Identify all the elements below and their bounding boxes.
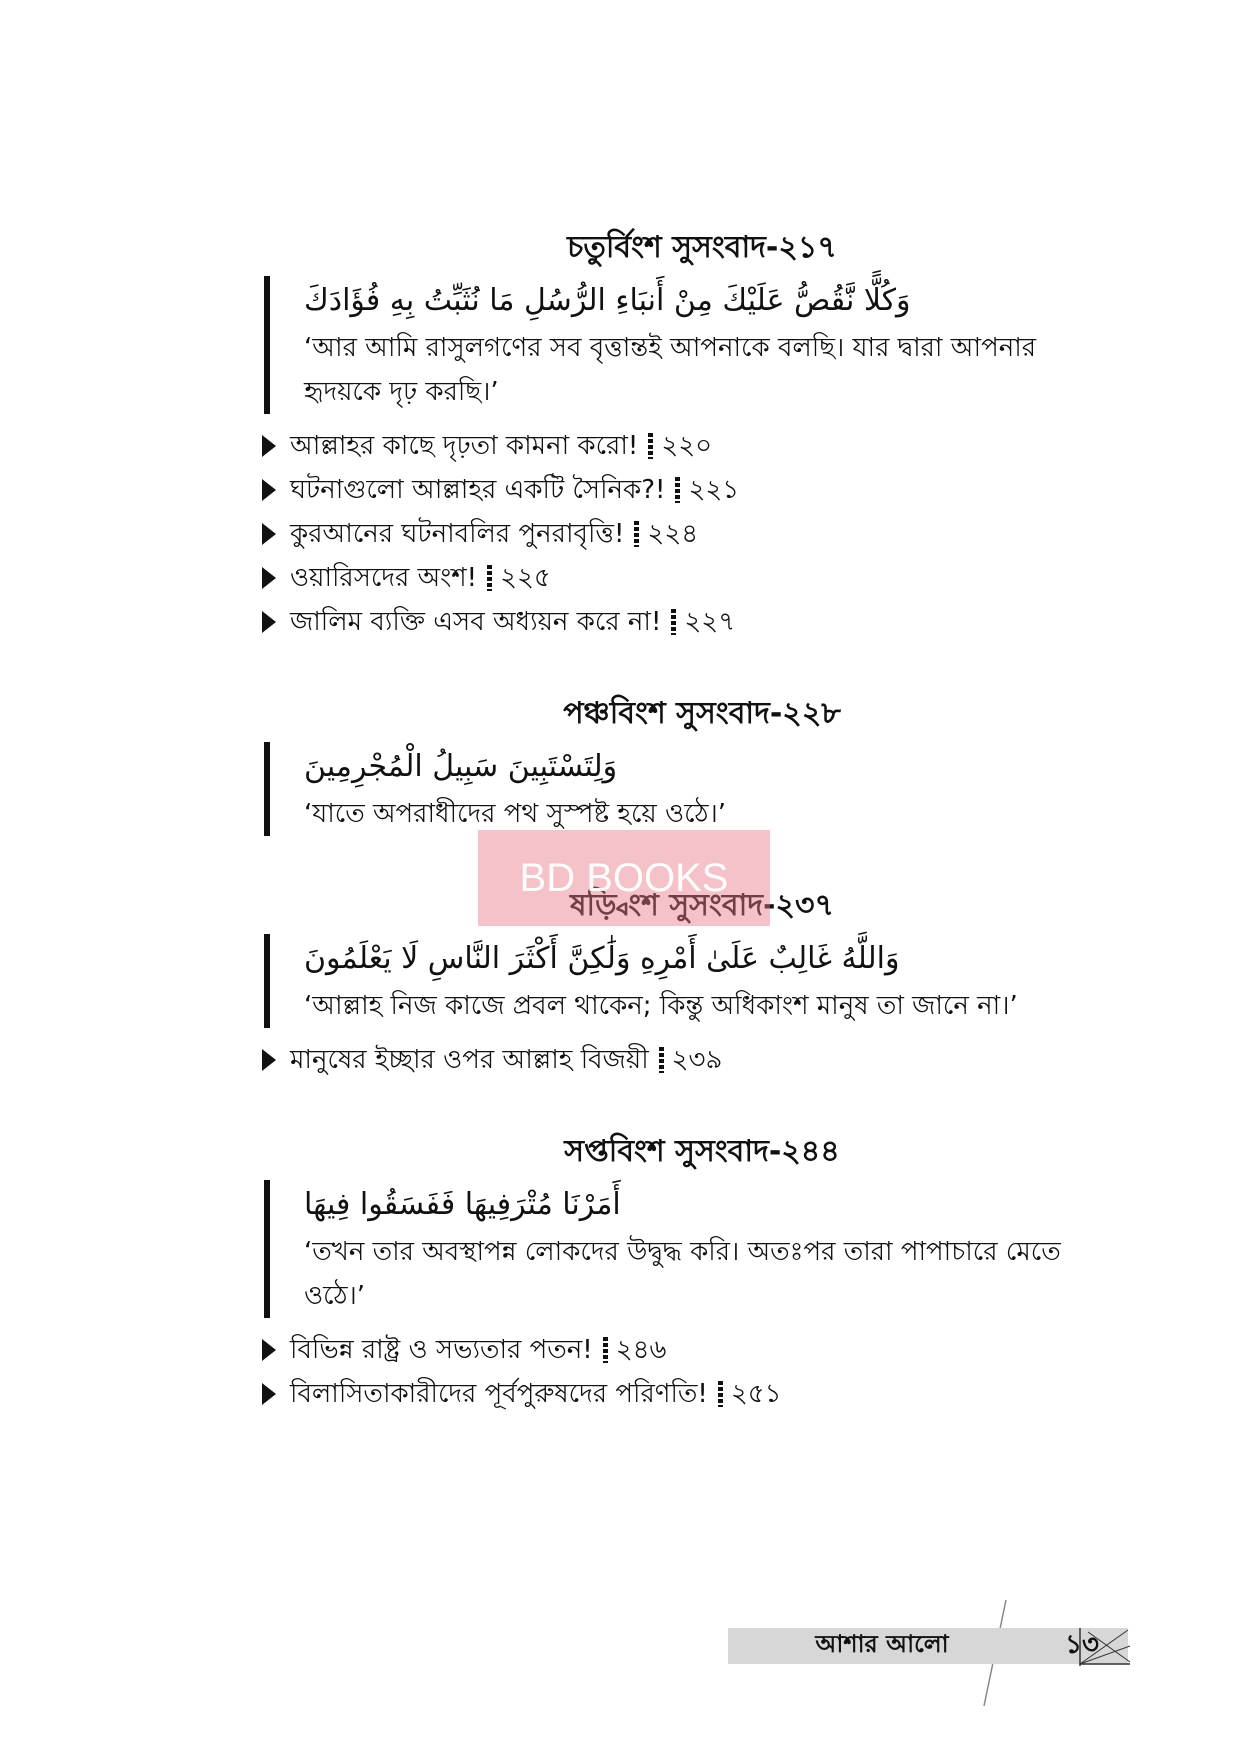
- section-heading: ষড়্বিংশ সুসংবাদ-২৩৭: [569, 888, 835, 923]
- toc-item-page: ২৪৬: [615, 1335, 667, 1365]
- quote-block: [264, 742, 1102, 836]
- toc-item-page: ২২১: [688, 475, 740, 505]
- dotted-separator-icon: [659, 1047, 664, 1073]
- arabic-verse: أَمَرْنَا مُتْرَفِيهَا فَفَسَقُوا فِيهَا: [304, 1187, 621, 1222]
- toc-item[interactable]: [262, 1328, 1102, 1372]
- dotted-separator-icon: [487, 565, 492, 591]
- triangle-bullet-icon: [262, 1383, 276, 1405]
- dotted-separator-icon: [675, 477, 680, 503]
- triangle-bullet-icon: [262, 523, 276, 545]
- toc-item[interactable]: [262, 1038, 1102, 1082]
- toc-item[interactable]: [262, 512, 1102, 556]
- section-heading: সপ্তবিংশ সুসংবাদ-২৪৪: [564, 1134, 840, 1169]
- toc-item[interactable]: [262, 1372, 1102, 1416]
- quote-block: [264, 276, 1102, 414]
- toc-item-page: ২৫১: [730, 1379, 782, 1409]
- toc-item[interactable]: [262, 468, 1102, 512]
- section-25: [262, 694, 1102, 836]
- quote-block: [264, 1180, 1102, 1318]
- book-title: আশার আলো: [815, 1630, 949, 1658]
- toc-item-title: বিলাসিতাকারীদের পূর্বপুরুষদের পরিণতি!: [290, 1379, 708, 1409]
- toc-list: [262, 424, 1102, 644]
- dotted-separator-icon: [648, 433, 653, 459]
- toc-item-page: ২২৭: [684, 607, 736, 637]
- toc-item-title: কুরআনের ঘটনাবলির পুনরাবৃত্তি!: [290, 519, 625, 549]
- verse-translation: ‘আল্লাহ নিজ কাজে প্রবল থাকেন; কিন্তু অধিকাংশ মানুষ তা জানে না।’: [304, 991, 1018, 1021]
- quote-block: [264, 934, 1102, 1028]
- toc-item-title: মানুষের ইচ্ছার ওপর আল্লাহ বিজয়ী: [290, 1045, 649, 1075]
- arabic-verse: وَاللَّهُ غَالِبٌ عَلَىٰ أَمْرِهِ وَلَٰكِنَّ أَكْثَرَ النَّاسِ لَا يَعْلَمُونَ: [304, 941, 900, 976]
- section-27: [262, 1132, 1102, 1416]
- page-footer: [728, 1628, 1128, 1664]
- toc-item-title: আল্লাহর কাছে দৃঢ়তা কামনা করো!: [290, 431, 639, 461]
- section-heading: পঞ্চবিংশ সুসংবাদ-২২৮: [563, 696, 841, 731]
- verse-translation: ‘আর আমি রাসুলগণের সব বৃত্তান্তই আপনাকে বলছি। যার দ্বারা আপনার হৃদয়কে দৃঢ় করছি।’: [304, 333, 1037, 407]
- dotted-separator-icon: [603, 1337, 608, 1363]
- triangle-bullet-icon: [262, 479, 276, 501]
- toc-item[interactable]: [262, 424, 1102, 468]
- toc-item-page: ২২৫: [500, 563, 551, 593]
- toc-item[interactable]: [262, 556, 1102, 600]
- toc-item-title: বিভিন্ন রাষ্ট্র ও সভ্যতার পতন!: [290, 1335, 593, 1365]
- triangle-bullet-icon: [262, 611, 276, 633]
- toc-item-page: ২২৪: [647, 519, 699, 549]
- verse-translation: ‘যাতে অপরাধীদের পথ সুস্পষ্ট হয়ে ওঠে।’: [304, 799, 727, 829]
- toc-item[interactable]: [262, 600, 1102, 644]
- dotted-separator-icon: [671, 609, 676, 635]
- dotted-separator-icon: [718, 1381, 723, 1407]
- triangle-bullet-icon: [262, 435, 276, 457]
- triangle-bullet-icon: [262, 1339, 276, 1361]
- toc-item-title: জালিম ব্যক্তি এসব অধ্যয়ন করে না!: [290, 607, 662, 637]
- watermark-logo: BD BOOKS: [478, 830, 770, 926]
- arabic-verse: وَكُلًّا نَّقُصُّ عَلَيْكَ مِنْ أَنبَاءِ الرُّسُلِ مَا نُثَبِّتُ بِهِ فُؤَادَكَ: [304, 283, 911, 318]
- triangle-bullet-icon: [262, 567, 276, 589]
- toc-item-title: ওয়ারিসদের অংশ!: [290, 563, 478, 593]
- arabic-verse: وَلِتَسْتَبِينَ سَبِيلُ الْمُجْرِمِينَ: [304, 749, 618, 784]
- toc-item-page: ২২০: [661, 431, 713, 461]
- triangle-bullet-icon: [262, 1049, 276, 1071]
- toc-list: [262, 1328, 1102, 1416]
- footer-sketch-decoration: [1078, 1626, 1132, 1668]
- toc-item-page: ২৩৯: [671, 1045, 723, 1075]
- section-heading: চতুর্বিংশ সুসংবাদ-২১৭: [567, 230, 837, 265]
- verse-translation: ‘তখন তার অবস্থাপন্ন লোকদের উদ্বুদ্ধ করি। অতঃপর তারা পাপাচারে মেতে ওঠে।’: [304, 1237, 1061, 1311]
- toc-list: [262, 1038, 1102, 1082]
- page-number: ১৩: [1065, 1630, 1099, 1660]
- dotted-separator-icon: [634, 521, 639, 547]
- section-24: [262, 228, 1102, 644]
- toc-item-title: ঘটনাগুলো আল্লাহর একটি সৈনিক?!: [290, 475, 666, 505]
